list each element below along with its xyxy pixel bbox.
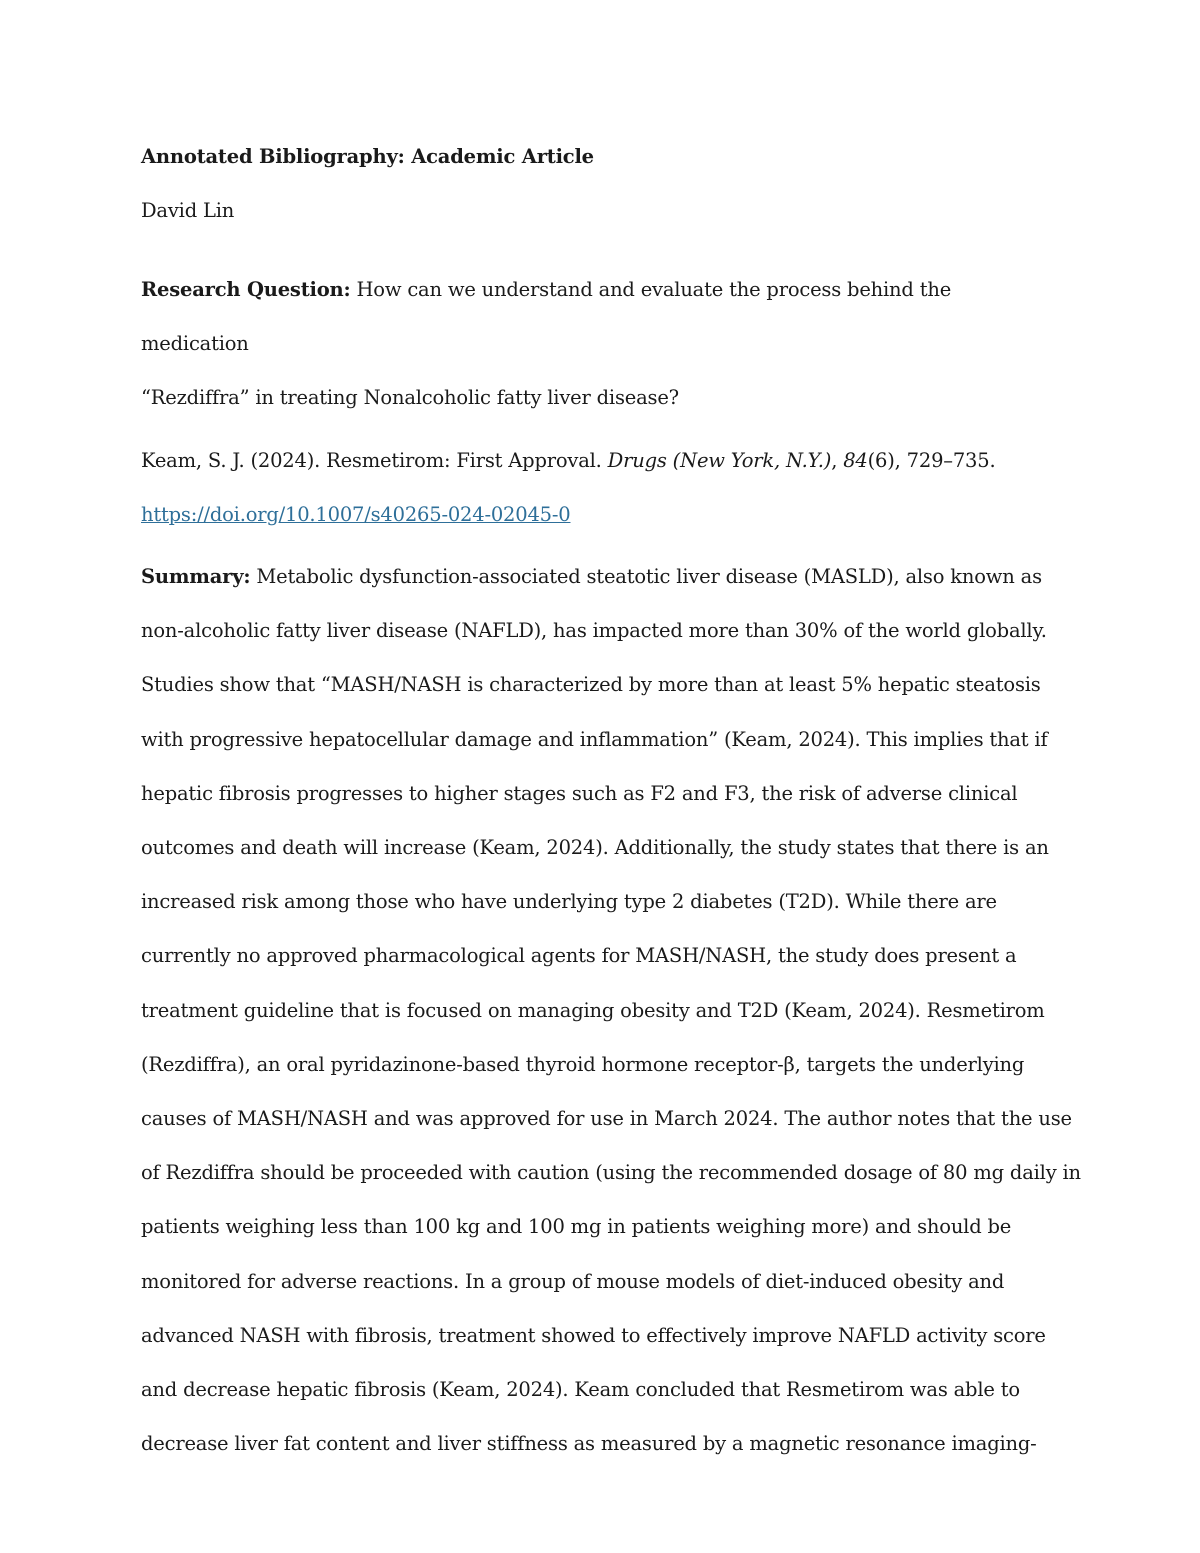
summary-line: of Rezdiffra should be proceeded with caution (using the recommended dosage of 80 mg daily in: [141, 1161, 1081, 1185]
summary-line: advanced NASH with fibrosis, treatment showed to effectively improve NAFLD activity score: [141, 1323, 1046, 1347]
summary-line: Studies show that “MASH/NASH is characterized by more than at least 5% hepatic steatosis: [141, 673, 1041, 697]
document-body: [141, 140, 1081, 1471]
summary-line: causes of MASH/NASH and was approved for use in March 2024. The author notes that the use: [141, 1107, 1072, 1131]
citation-volume: 84: [843, 448, 868, 472]
summary-label: Summary:: [141, 565, 251, 589]
summary-line: (Rezdiffra), an oral pyridazinone-based thyroid hormone receptor-β, targets the underlying: [141, 1052, 1025, 1076]
summary-line: with progressive hepatocellular damage and inflammation” (Keam, 2024). This implies that if: [141, 727, 1048, 751]
summary-line: non-alcoholic fatty liver disease (NAFLD), has impacted more than 30% of the world globally.: [141, 619, 1047, 643]
research-question: [141, 263, 1061, 426]
citation-journal: Drugs (New York, N.Y.): [607, 448, 832, 472]
summary-line-text: Metabolic dysfunction-associated steatotic liver disease (MASLD), also known as: [256, 565, 1042, 589]
summary-line: currently no approved pharmacological agents for MASH/NASH, the study does present a: [141, 944, 1017, 968]
research-question-text-line1: How can we understand and evaluate the process behind the medication: [141, 278, 952, 356]
summary-line: decrease liver fat content and liver stiffness as measured by a magnetic resonance imaging-: [141, 1432, 1037, 1456]
summary-line: and decrease hepatic fibrosis (Keam, 2024). Keam concluded that Resmetirom was able to: [141, 1378, 1020, 1402]
summary-line: outcomes and death will increase (Keam, 2024). Additionally, the study states that there is an: [141, 836, 1049, 860]
author-name: David Lin: [141, 199, 235, 222]
summary-line: hepatic fibrosis progresses to higher stages such as F2 and F3, the risk of adverse clinical: [141, 781, 1018, 805]
research-question-label: Research Question:: [141, 278, 351, 301]
citation: [141, 434, 1061, 542]
summary-paragraph: [141, 550, 1081, 1471]
summary-line: treatment guideline that is focused on managing obesity and T2D (Keam, 2024). Resmetirom: [141, 998, 1045, 1022]
citation-comma: ,: [831, 448, 838, 472]
summary-line: patients weighing less than 100 kg and 100 mg in patients weighing more) and should be: [141, 1215, 1012, 1239]
summary-line: [141, 550, 1061, 604]
citation-doi-link[interactable]: https://doi.org/10.1007/s40265-024-02045-0: [141, 502, 571, 526]
summary-line: increased risk among those who have underlying type 2 diabetes (T2D). While there are: [141, 890, 997, 914]
document-title: Annotated Bibliography: Academic Article: [141, 145, 594, 168]
summary-line: monitored for adverse reactions. In a group of mouse models of diet-induced obesity and: [141, 1269, 1005, 1293]
citation-authors-title: Keam, S. J. (2024). Resmetirom: First Approval.: [141, 448, 602, 472]
research-question-text-line2: “Rezdiffra” in treating Nonalcoholic fatty liver disease?: [141, 386, 679, 410]
citation-issue-pages: (6), 729–735.: [867, 448, 996, 472]
